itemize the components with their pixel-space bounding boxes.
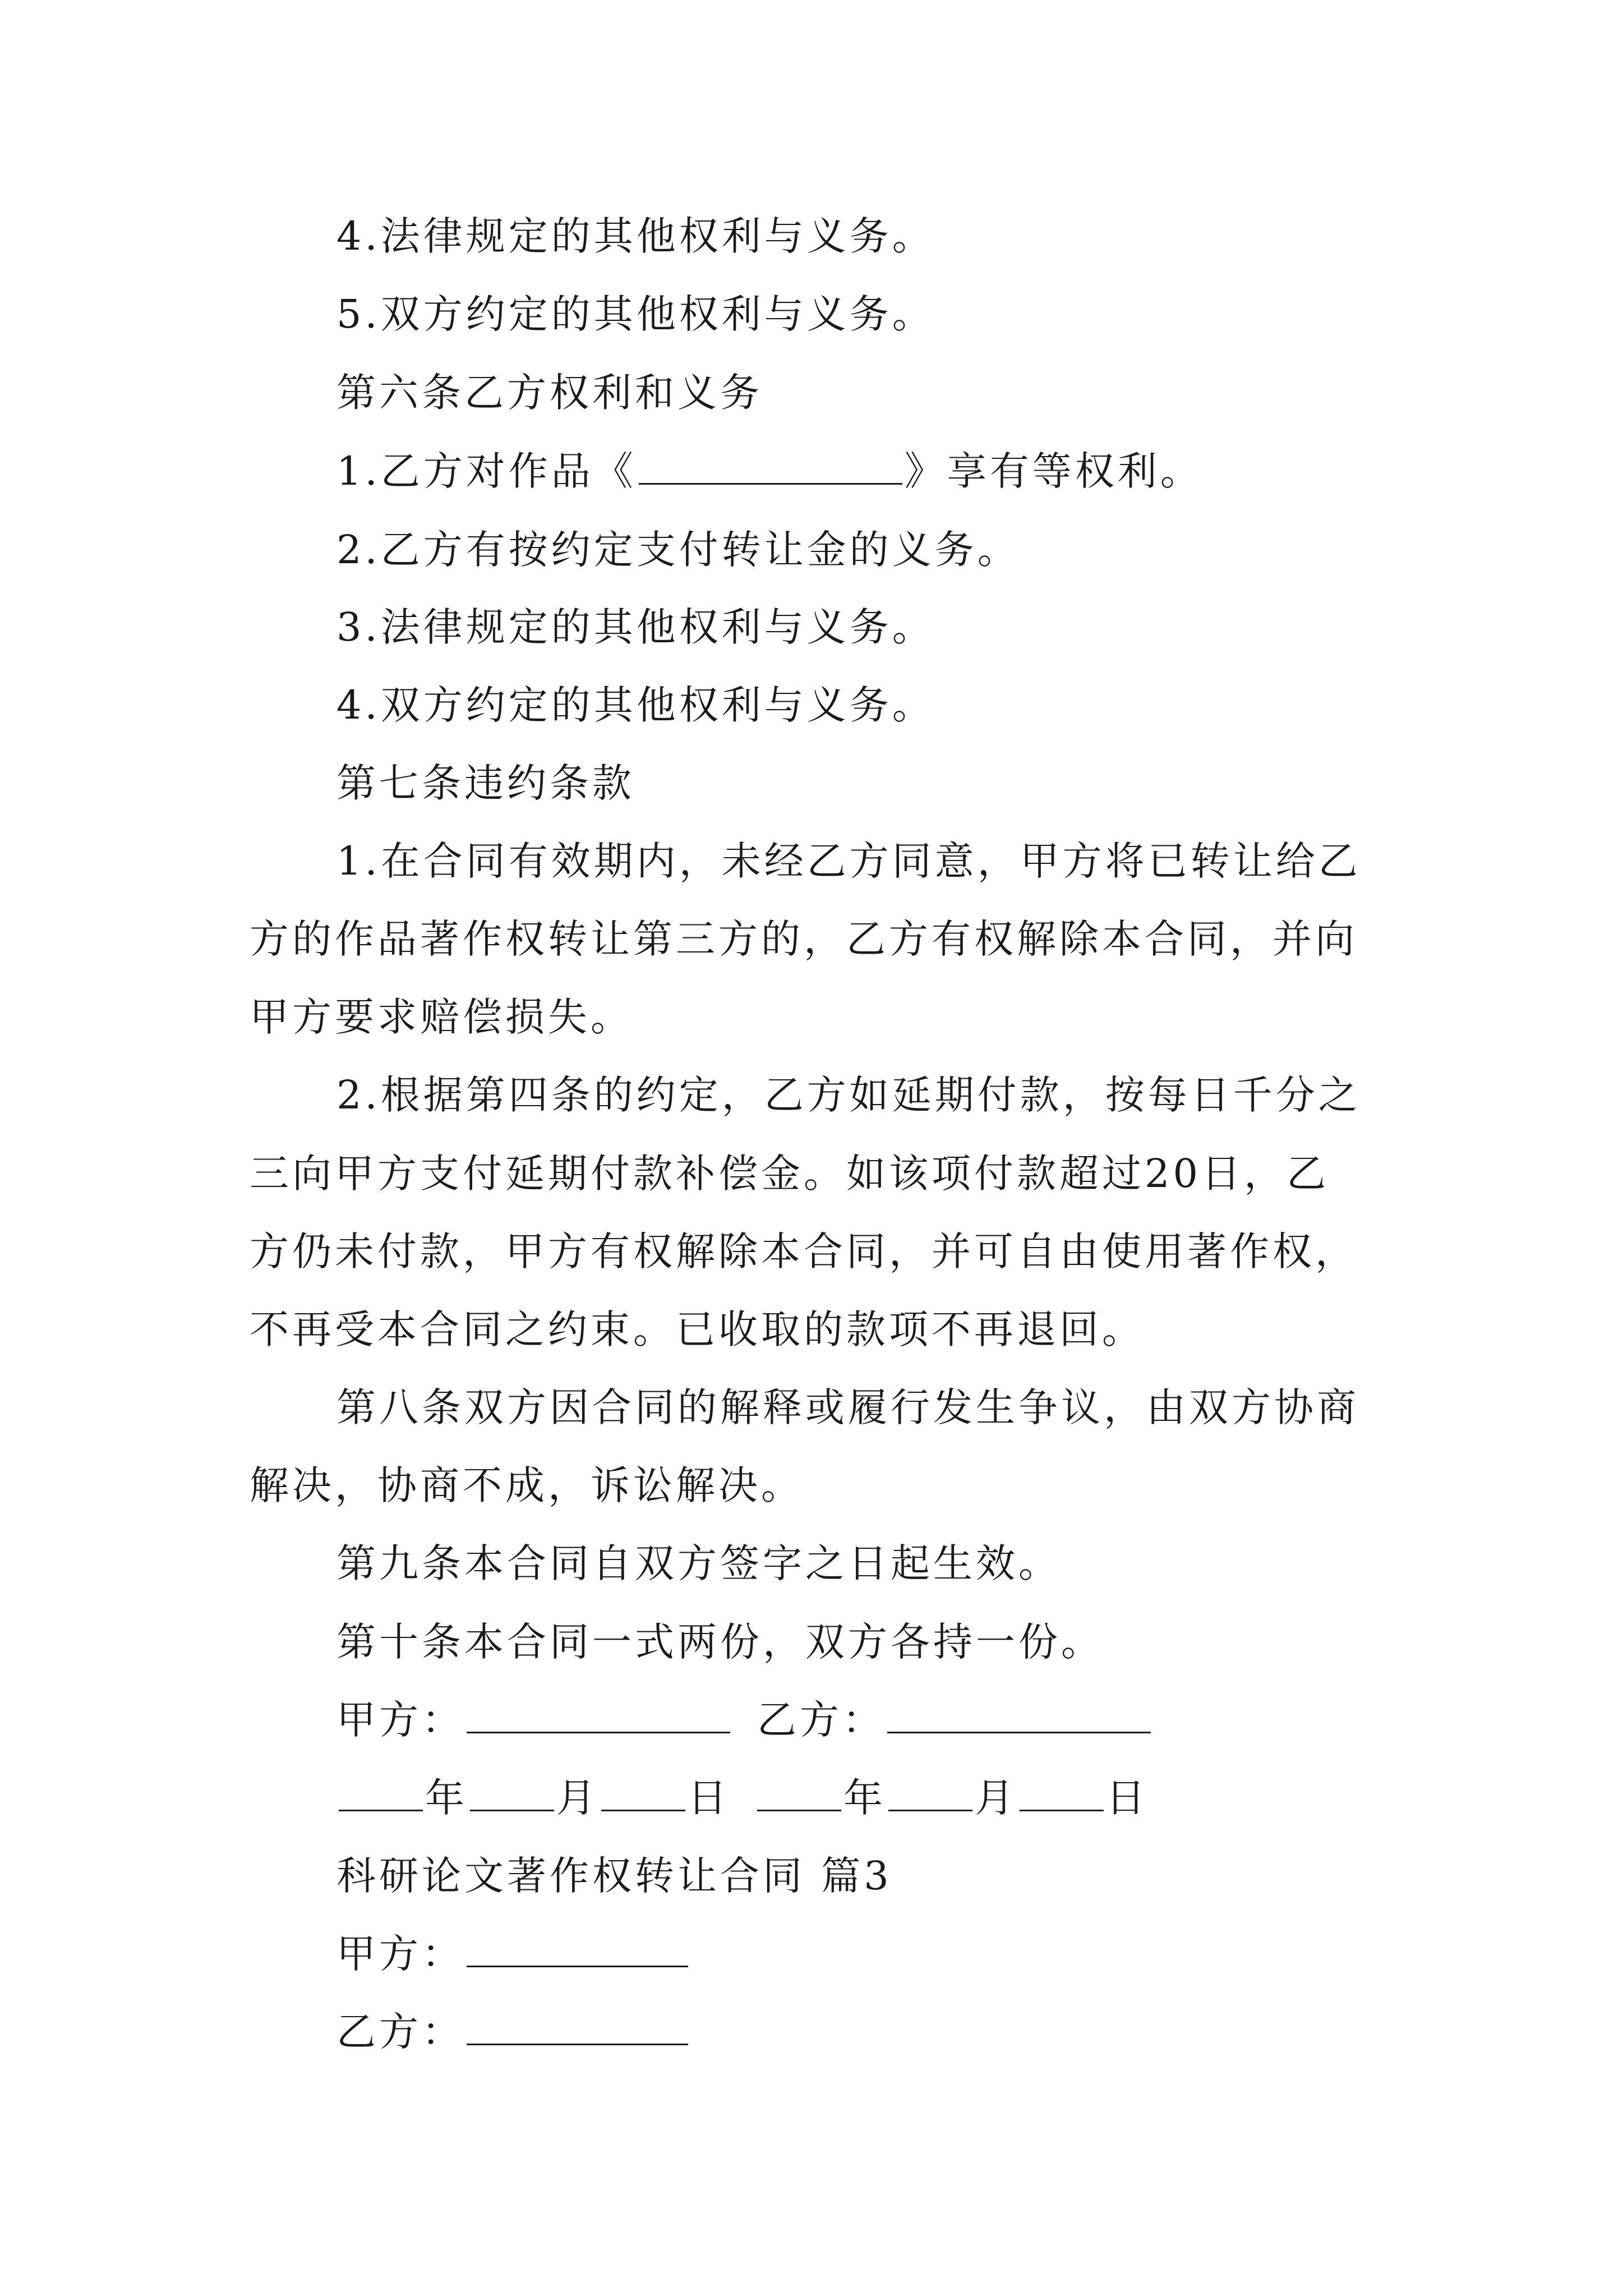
clause-line: 不再受本合同之约束。已收取的款项不再退回。 [250, 1306, 1145, 1352]
signature-line [336, 1695, 1153, 1745]
clause-line: 1.在合同有效期内，未经乙方同意，甲方将已转让给乙 [336, 838, 1361, 884]
clause-line: 第十条本合同一式两份，双方各持一份。 [336, 1619, 1104, 1665]
party-a-label: 甲方： [336, 1931, 464, 1977]
party-line [336, 2007, 690, 2057]
day-label: 日 [1106, 1775, 1149, 1821]
clause-line-with-blank [336, 446, 1203, 496]
party-line [336, 1929, 690, 1979]
clause-line: 3.法律规定的其他权利与义务。 [336, 604, 935, 650]
party-b-blank [887, 1697, 1151, 1733]
party-b-label: 乙方： [757, 1697, 885, 1743]
clause-line: 第八条双方因合同的解释或履行发生争议，由双方协商 [336, 1384, 1359, 1430]
section-title: 科研论文著作权转让合同 篇3 [336, 1853, 892, 1899]
year-label: 年 [425, 1775, 468, 1821]
article-heading: 第七条违约条款 [336, 760, 635, 806]
clause-line: 三向甲方支付延期付款补偿金。如该项付款超过20日，乙 [250, 1151, 1330, 1197]
clause-line: 2.根据第四条的约定，乙方如延期付款，按每日千分之 [336, 1072, 1361, 1118]
party-a-blank [467, 1931, 688, 1967]
article-heading: 第六条乙方权利和义务 [336, 370, 763, 416]
clause-line: 5.双方约定的其他权利与义务。 [336, 291, 935, 337]
clause-line: 解决，协商不成，诉讼解决。 [250, 1462, 804, 1508]
year-blank [757, 1775, 841, 1811]
day-blank [1020, 1775, 1104, 1811]
clause-text: 》享有等权利。 [904, 448, 1203, 494]
day-blank [601, 1775, 685, 1811]
date-line [336, 1773, 1149, 1823]
month-label: 月 [556, 1775, 599, 1821]
month-label: 月 [975, 1775, 1017, 1821]
party-a-label: 甲方： [336, 1697, 464, 1743]
year-label: 年 [843, 1775, 886, 1821]
clause-line: 甲方要求赔偿损失。 [250, 994, 633, 1040]
month-blank [888, 1775, 972, 1811]
work-title-blank [639, 448, 902, 485]
clause-text: 1.乙方对作品《 [336, 448, 637, 494]
clause-line: 第九条本合同自双方签字之日起生效。 [336, 1540, 1061, 1586]
party-a-blank [467, 1697, 730, 1733]
day-label: 日 [688, 1775, 730, 1821]
party-b-label: 乙方： [336, 2009, 464, 2055]
clause-line: 方仍未付款，甲方有权解除本合同，并可自由使用著作权， [250, 1228, 1358, 1274]
clause-line: 方的作品著作权转让第三方的，乙方有权解除本合同，并向 [250, 916, 1358, 962]
party-b-blank [467, 2009, 688, 2045]
clause-line: 4.法律规定的其他权利与义务。 [336, 213, 935, 259]
clause-line: 2.乙方有按约定支付转让金的义务。 [336, 527, 1020, 573]
month-blank [470, 1775, 554, 1811]
year-blank [339, 1775, 423, 1811]
clause-line: 4.双方约定的其他权利与义务。 [336, 682, 935, 728]
